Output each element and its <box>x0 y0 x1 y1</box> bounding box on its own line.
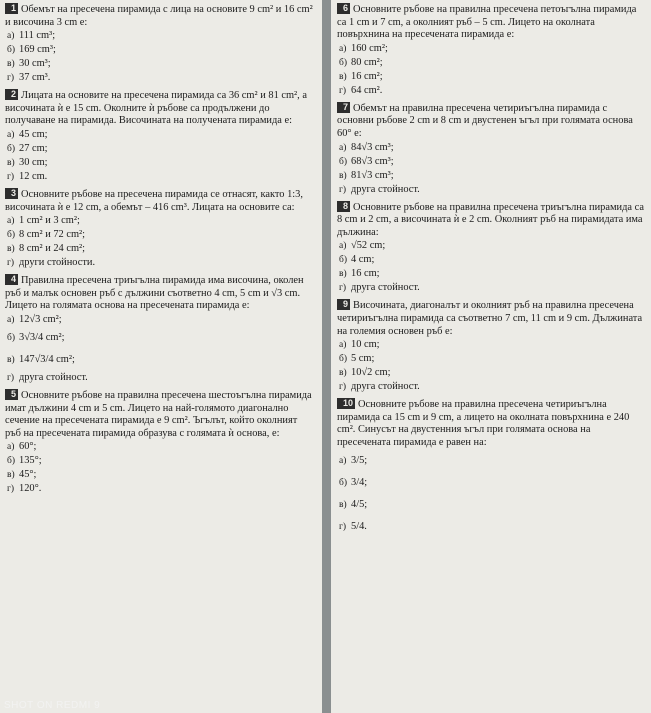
option-text: 84√3 cm³; <box>351 141 394 153</box>
option-text: 3/5; <box>351 454 368 466</box>
option-label: в) <box>339 269 347 280</box>
problem-7 <box>337 102 645 197</box>
answer-option <box>337 155 645 169</box>
option-text: 64 cm². <box>351 84 383 96</box>
answer-option <box>5 327 314 349</box>
option-label: в) <box>7 59 15 70</box>
question-text <box>337 102 645 141</box>
answer-option <box>5 454 314 468</box>
problem-8 <box>337 201 645 296</box>
answer-option <box>337 352 645 366</box>
option-text: 147√3/4 cm²; <box>19 353 75 365</box>
option-text: 60°; <box>19 441 37 453</box>
option-text: 120°. <box>19 483 42 495</box>
question-text <box>5 89 314 128</box>
problem-number-badge: 7 <box>337 102 350 113</box>
answer-option <box>337 42 645 56</box>
problem-number-badge: 6 <box>337 3 350 14</box>
option-text: 37 cm³. <box>19 72 51 84</box>
answer-option <box>5 214 314 228</box>
option-text: 111 cm³; <box>19 30 56 42</box>
option-label: г) <box>7 73 15 84</box>
option-label: б) <box>339 156 347 167</box>
option-label: б) <box>7 143 15 154</box>
answer-option <box>5 468 314 482</box>
answer-option <box>337 494 645 516</box>
problem-1 <box>5 3 314 85</box>
problem-statement: Обемът на пресечена пирамида с лица на основите 9 cm² и 16 cm² и височина 3 cm е: <box>5 4 313 28</box>
problem-number-badge: 3 <box>5 188 18 199</box>
option-label: г) <box>339 283 347 294</box>
answer-option <box>5 440 314 454</box>
option-text: 27 cm; <box>19 142 48 154</box>
option-text: 30 cm; <box>19 156 48 168</box>
answer-option <box>337 253 645 267</box>
answer-option <box>5 71 314 85</box>
option-text: 4 cm; <box>351 254 375 266</box>
answer-option <box>337 366 645 380</box>
option-text: 5 cm; <box>351 353 375 365</box>
option-label: г) <box>7 171 15 182</box>
problem-2 <box>5 89 314 184</box>
problem-statement: Основните ръбове на правилна пресечена триъгълна пирамида са 8 cm и 2 cm, а височината ѝ е 2 cm. Околният ръб на пирамидата има дължина: <box>337 201 644 238</box>
option-text: 12√3 cm²; <box>19 313 62 325</box>
answer-option <box>337 56 645 70</box>
answer-option <box>337 70 645 84</box>
option-label: г) <box>339 184 347 195</box>
option-text: 45 cm; <box>19 128 48 140</box>
option-text: 10 cm; <box>351 339 380 351</box>
problem-statement: Основните ръбове на пресечена пирамида се отнасят, както 1:3, височината ѝ е 12 cm, а обемът – 416 cm³. Лицата на основите са: <box>5 188 303 213</box>
answer-option <box>337 239 645 253</box>
option-text: други стойности. <box>19 257 96 269</box>
option-text: 3√3/4 cm²; <box>19 331 65 343</box>
question-text <box>337 3 645 42</box>
question-text <box>337 398 645 449</box>
problem-number-badge: 2 <box>5 89 18 100</box>
option-label: а) <box>339 340 347 351</box>
problem-4 <box>5 274 314 385</box>
option-text: 16 cm²; <box>351 70 383 82</box>
option-label: б) <box>339 354 347 365</box>
option-text: 8 cm² и 72 cm²; <box>19 229 86 241</box>
answer-option <box>5 142 314 156</box>
option-label: г) <box>339 85 347 96</box>
option-label: б) <box>339 255 347 266</box>
problem-statement: Правилна пресечена триъгълна пирамида има височина, околен ръб и малък основен ръб с дължини съответно 4 cm, 5 cm и √3 cm. Лицето на голямата основа на пресечената пирамида е: <box>5 275 304 312</box>
option-label: а) <box>7 129 15 140</box>
camera-watermark: SHOT ON REDMI 9 <box>4 700 101 711</box>
answer-option <box>5 313 314 327</box>
answer-option <box>5 256 314 270</box>
option-text: 68√3 cm³; <box>351 155 394 167</box>
answer-option <box>5 349 314 371</box>
answer-option <box>337 84 645 98</box>
option-text: 169 cm³; <box>19 44 56 56</box>
option-label: б) <box>7 332 15 343</box>
question-text <box>5 389 314 440</box>
option-text: друга стойност. <box>19 371 88 383</box>
option-text: 81√3 cm³; <box>351 169 394 181</box>
option-text: друга стойност. <box>351 381 420 393</box>
answer-option <box>337 169 645 183</box>
answer-option <box>337 380 645 394</box>
option-text: друга стойност. <box>351 183 420 195</box>
option-label: г) <box>7 372 15 383</box>
answer-option <box>337 450 645 472</box>
answer-option <box>5 371 314 385</box>
option-label: б) <box>339 477 347 488</box>
answer-option <box>337 267 645 281</box>
option-label: б) <box>7 456 15 467</box>
option-label: г) <box>7 484 15 495</box>
problem-statement: Основните ръбове на правилна пресечена четириъгълна пирамида са 15 cm и 9 cm, а лицето на околната повърхнина е 240 cm². Синусът на двустенния ъгъл при голямата основа на пресечената пирамида е равен на: <box>337 399 630 448</box>
option-label: г) <box>339 382 347 393</box>
option-text: 10√2 cm; <box>351 367 391 379</box>
option-label: б) <box>339 57 347 68</box>
option-label: в) <box>339 71 347 82</box>
option-text: 30 cm³; <box>19 58 51 70</box>
option-text: 80 cm²; <box>351 56 383 68</box>
option-label: в) <box>7 470 15 481</box>
answer-option <box>5 57 314 71</box>
question-text <box>337 299 645 338</box>
option-text: 45°; <box>19 469 37 481</box>
option-text: друга стойност. <box>351 282 420 294</box>
problem-5 <box>5 389 314 496</box>
answer-option <box>337 281 645 295</box>
problem-10 <box>337 398 645 537</box>
question-text <box>337 201 645 240</box>
answer-option <box>5 128 314 142</box>
option-text: 5/4. <box>351 520 367 532</box>
problem-statement: Обемът на правилна пресечена четириъгълна пирамида с основни ръбове 2 cm и 8 cm и двустенен ъгъл при голямата основа 60° е: <box>337 102 633 139</box>
option-label: а) <box>339 142 347 153</box>
answer-option <box>337 338 645 352</box>
option-label: в) <box>7 244 15 255</box>
option-text: √52 cm; <box>351 240 386 252</box>
option-text: 135°; <box>19 455 42 467</box>
option-label: а) <box>339 43 347 54</box>
problem-statement: Височината, диагоналът и околният ръб на правилна пресечена четириъгълна пирамида са съответно 7 cm, 11 cm и 9 cm. Дължината на големия основен ръб е: <box>337 300 643 337</box>
option-label: г) <box>339 521 347 532</box>
option-text: 3/4; <box>351 476 368 488</box>
right-page <box>331 0 651 713</box>
answer-option <box>5 228 314 242</box>
answer-option <box>337 183 645 197</box>
option-label: б) <box>7 45 15 56</box>
answer-option <box>337 516 645 538</box>
option-text: 8 cm² и 24 cm²; <box>19 243 86 255</box>
problem-statement: Основните ръбове на правилна пресечена петоъгълна пирамида са 1 cm и 7 cm, а околният ръб – 5 cm. Лицето на околната повърхнина на пресечената пирамида е: <box>337 4 637 41</box>
option-label: а) <box>339 241 347 252</box>
option-label: в) <box>339 368 347 379</box>
problem-number-badge: 1 <box>5 3 18 14</box>
answer-option <box>337 141 645 155</box>
problem-number-badge: 10 <box>337 398 355 409</box>
option-label: а) <box>7 314 15 325</box>
answer-option <box>5 482 314 496</box>
problem-number-badge: 8 <box>337 201 350 212</box>
problem-number-badge: 5 <box>5 389 18 400</box>
option-text: 12 cm. <box>19 170 48 182</box>
answer-option <box>5 242 314 256</box>
answer-option <box>5 43 314 57</box>
option-label: б) <box>7 230 15 241</box>
question-text <box>5 274 314 313</box>
option-label: г) <box>7 258 15 269</box>
problem-number-badge: 4 <box>5 274 18 285</box>
option-label: в) <box>339 170 347 181</box>
problem-statement: Лицата на основите на пресечена пирамида са 36 cm² и 81 cm², а височината ѝ е 15 cm. Околните ѝ ръбове са продължени до получаване на пирамида. Височината на получената пирамида е: <box>5 90 307 127</box>
option-label: а) <box>7 31 15 42</box>
answer-option <box>5 156 314 170</box>
answer-option <box>337 472 645 494</box>
problem-3 <box>5 188 314 270</box>
problem-number-badge: 9 <box>337 299 350 310</box>
problem-9 <box>337 299 645 394</box>
question-text <box>5 188 314 214</box>
option-label: а) <box>339 455 347 466</box>
option-text: 4/5; <box>351 498 368 510</box>
option-label: в) <box>7 157 15 168</box>
option-label: в) <box>7 354 15 365</box>
option-text: 1 cm² и 3 cm²; <box>19 215 80 227</box>
problem-statement: Основните ръбове на правилна пресечена шестоъгълна пирамида имат дължини 4 cm и 5 cm. Лицето на най-голямото диагонално сечение на пресечената пирамида е 9 cm². Ъгълът, който околният ръб на пресечената пирамида образува с голямата ѝ основа, е: <box>5 389 312 439</box>
option-label: а) <box>7 216 15 227</box>
option-label: а) <box>7 442 15 453</box>
answer-option <box>5 29 314 43</box>
question-text <box>5 3 314 29</box>
option-text: 160 cm²; <box>351 42 388 54</box>
answer-option <box>5 170 314 184</box>
problem-6 <box>337 3 645 98</box>
left-page <box>0 0 322 713</box>
option-text: 16 cm; <box>351 268 380 280</box>
option-label: в) <box>339 499 347 510</box>
